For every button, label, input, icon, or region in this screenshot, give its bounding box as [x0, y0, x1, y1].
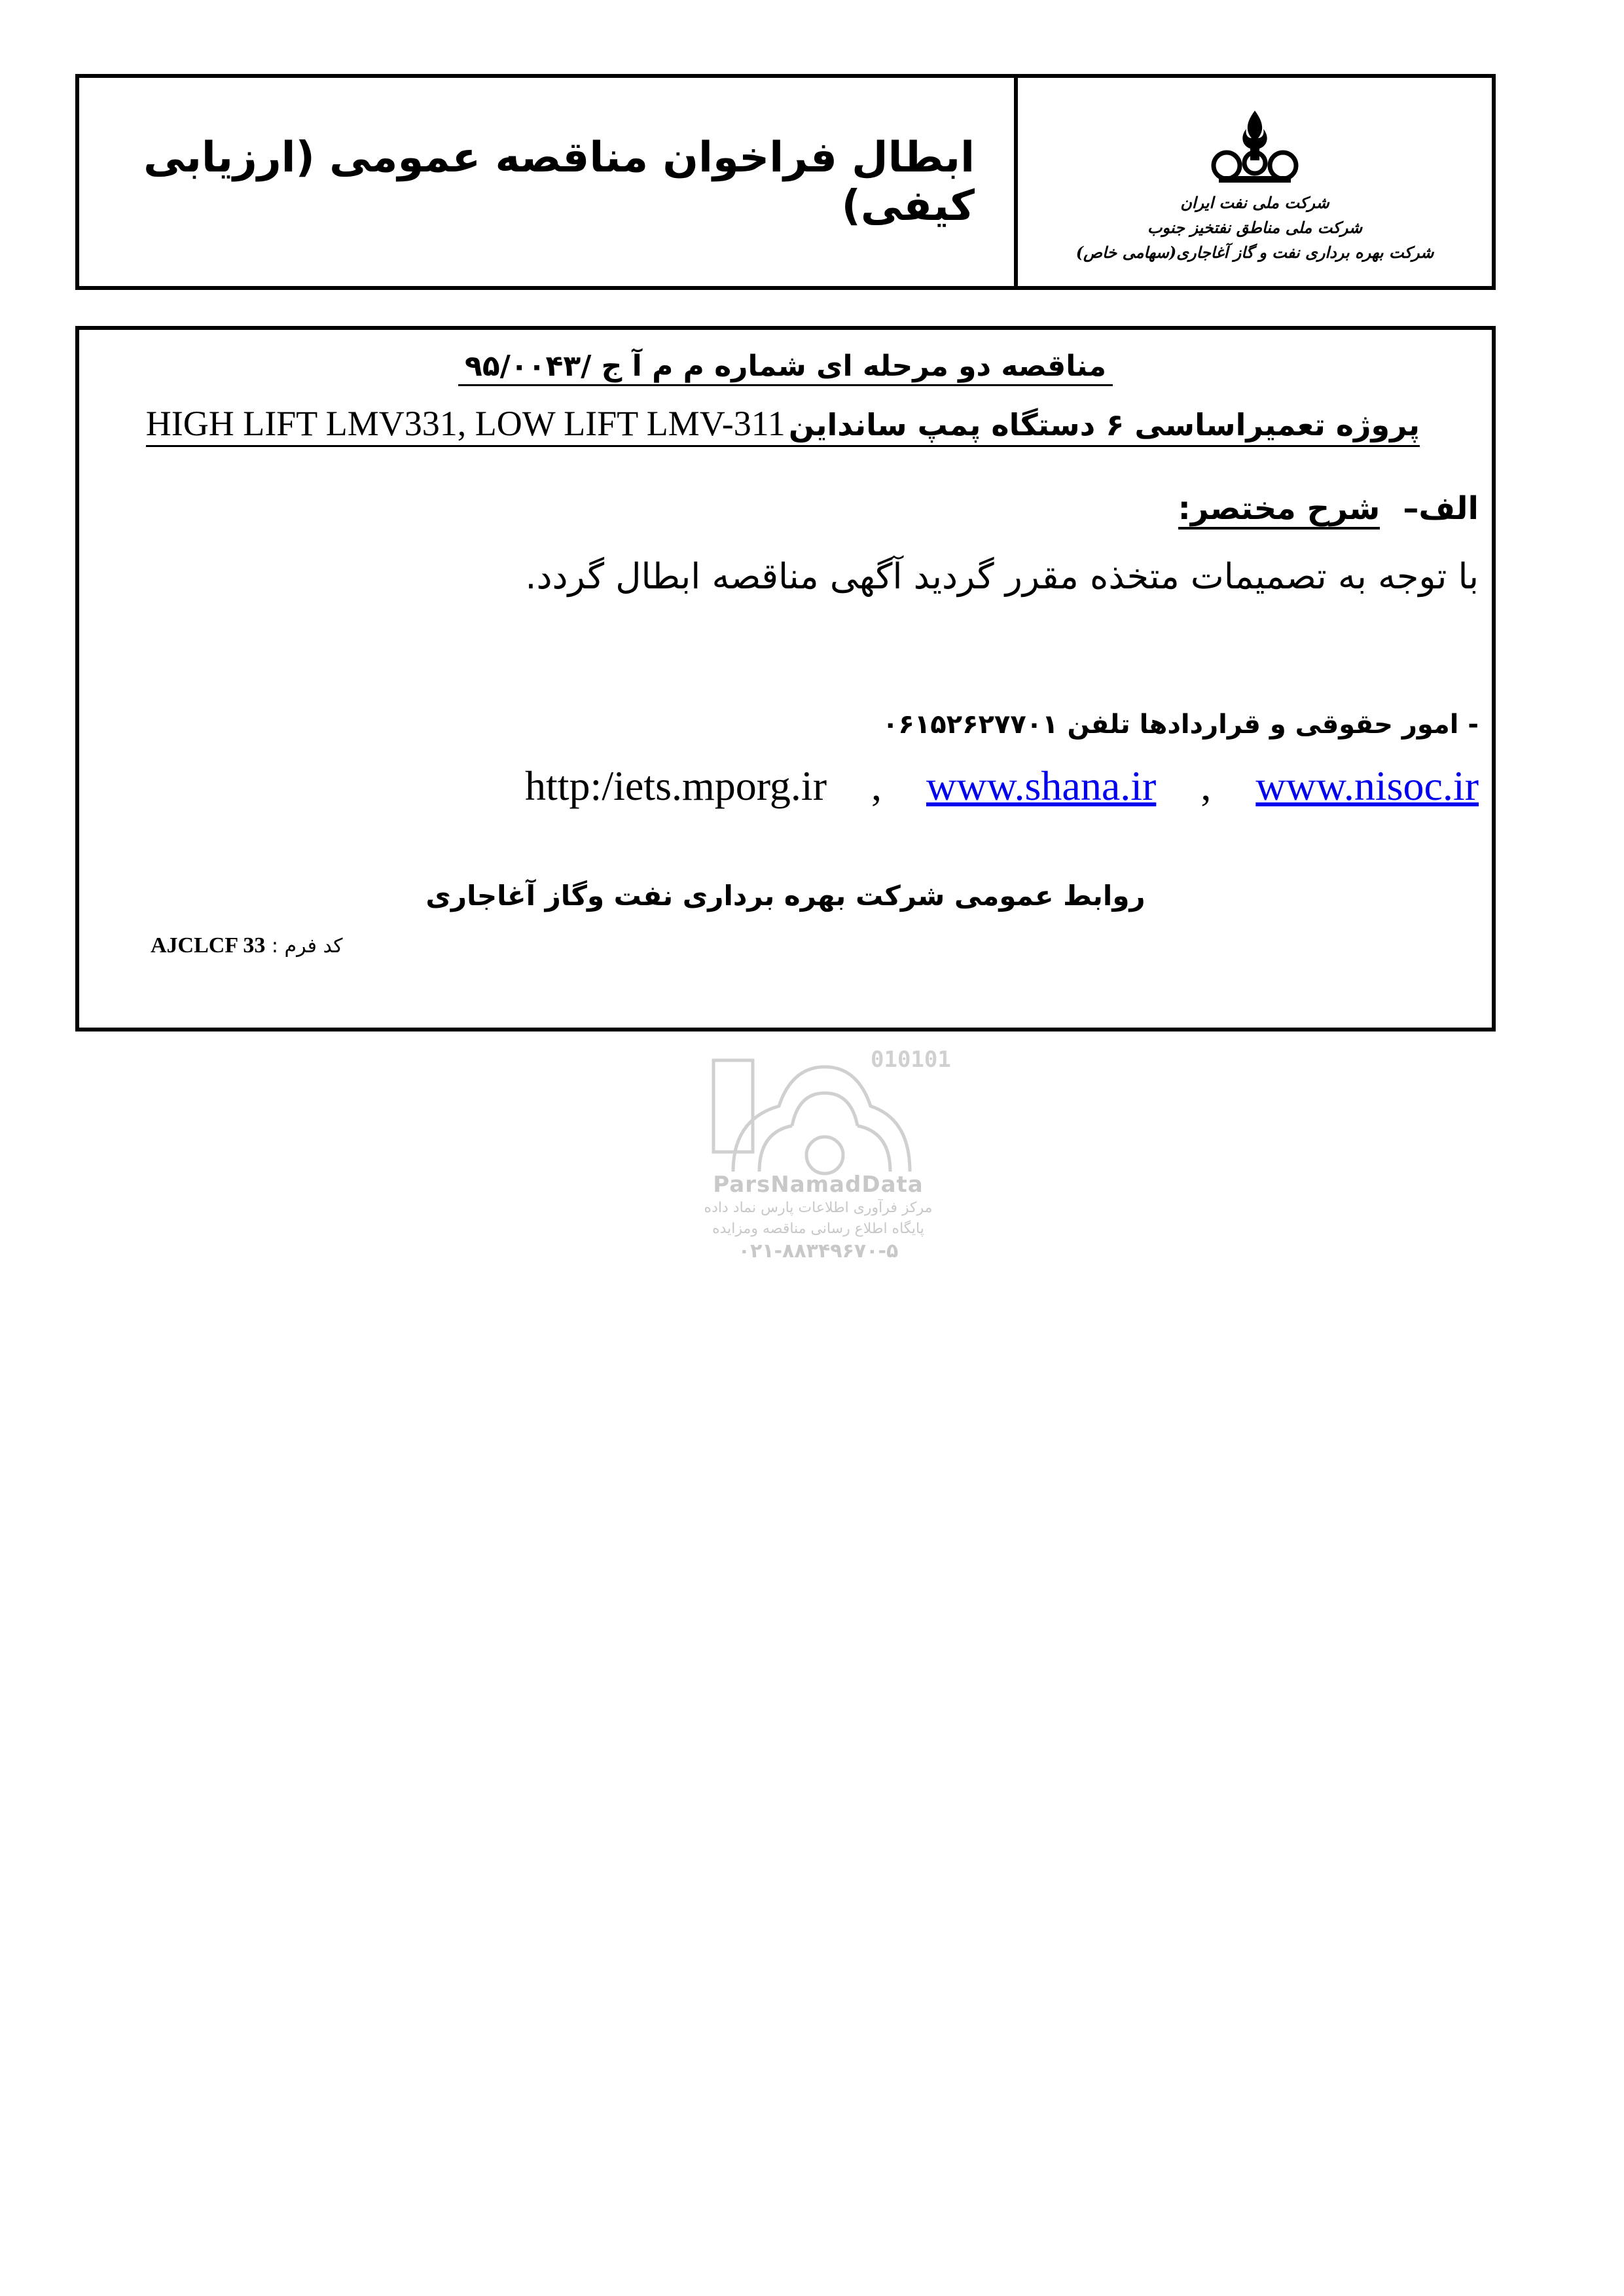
link-nisoc[interactable]: www.nisoc.ir [1255, 762, 1479, 809]
notice-body-box [75, 326, 1496, 1031]
public-relations-signature: روابط عمومی شرکت بهره برداری نفت وگاز آغاجاری [425, 880, 1146, 912]
project-title-english: HIGH LIFT LMV331, LOW LIFT LMV-311 [145, 404, 785, 443]
contact-phone: - امور حقوقی و قراردادها تلفن ۰۶۱۵۲۶۲۷۷۰۱ [882, 709, 1479, 740]
company-name-line-1: شرکت ملی نفت ایران [1180, 193, 1329, 212]
parsnamad-logo-icon [694, 1041, 951, 1185]
form-code-label: کد فرم : [271, 935, 343, 958]
header-box [75, 74, 1496, 290]
project-title [146, 403, 1420, 447]
company-name-line-2: شرکت ملی مناطق نفتخیز جنوب [1147, 218, 1363, 237]
company-logo-cell [1014, 78, 1492, 286]
link-separator: , [1200, 762, 1212, 809]
description-text: با توجه به تصمیمات متخذه مقرر گردید آگهی مناقصه ابطال گردد. [525, 556, 1479, 597]
watermark-phone: ۰۲۱-۸۸۳۴۹۶۷۰-۵ [738, 1240, 899, 1263]
watermark-binary-text: 010101 [871, 1047, 951, 1073]
section-heading [1178, 490, 1479, 527]
tender-number: مناقصه دو مرحله ای شماره م م آ ج /۹۵/۰۰۴۳ [458, 350, 1113, 386]
website-links [525, 762, 1479, 810]
link-iets[interactable]: http:/iets.mporg.ir [524, 762, 827, 809]
header-title-cell [79, 78, 1014, 286]
link-shana[interactable]: www.shana.ir [926, 762, 1157, 809]
form-code-value: AJCLCF 33 [151, 933, 266, 958]
form-code [151, 933, 343, 958]
watermark-line-1: مرکز فرآوری اطلاعات پارس نماد داده [704, 1200, 933, 1216]
project-title-persian: پروژه تعمیراساسی ۶ دستگاه پمپ سانداین [788, 407, 1420, 442]
watermark-brand: ParsNamadData [713, 1172, 924, 1198]
page-title: ابطال فراخوان مناقصه عمومی (ارزیابی کیفی) [143, 134, 975, 230]
watermark-line-2: پایگاه اطلاع رسانی مناقصه ومزایده [712, 1221, 924, 1237]
parsnamad-watermark [687, 1041, 949, 1276]
section-letter: الف– [1403, 490, 1479, 527]
section-title: شرح مختصر: [1178, 490, 1380, 529]
company-name-line-3: شرکت بهره برداری نفت و گاز آغاجاری(سهامی خاص) [1075, 243, 1434, 262]
tender-number-row [79, 350, 1492, 383]
nioc-flame-logo-icon [1199, 105, 1310, 190]
link-separator: , [871, 762, 882, 809]
